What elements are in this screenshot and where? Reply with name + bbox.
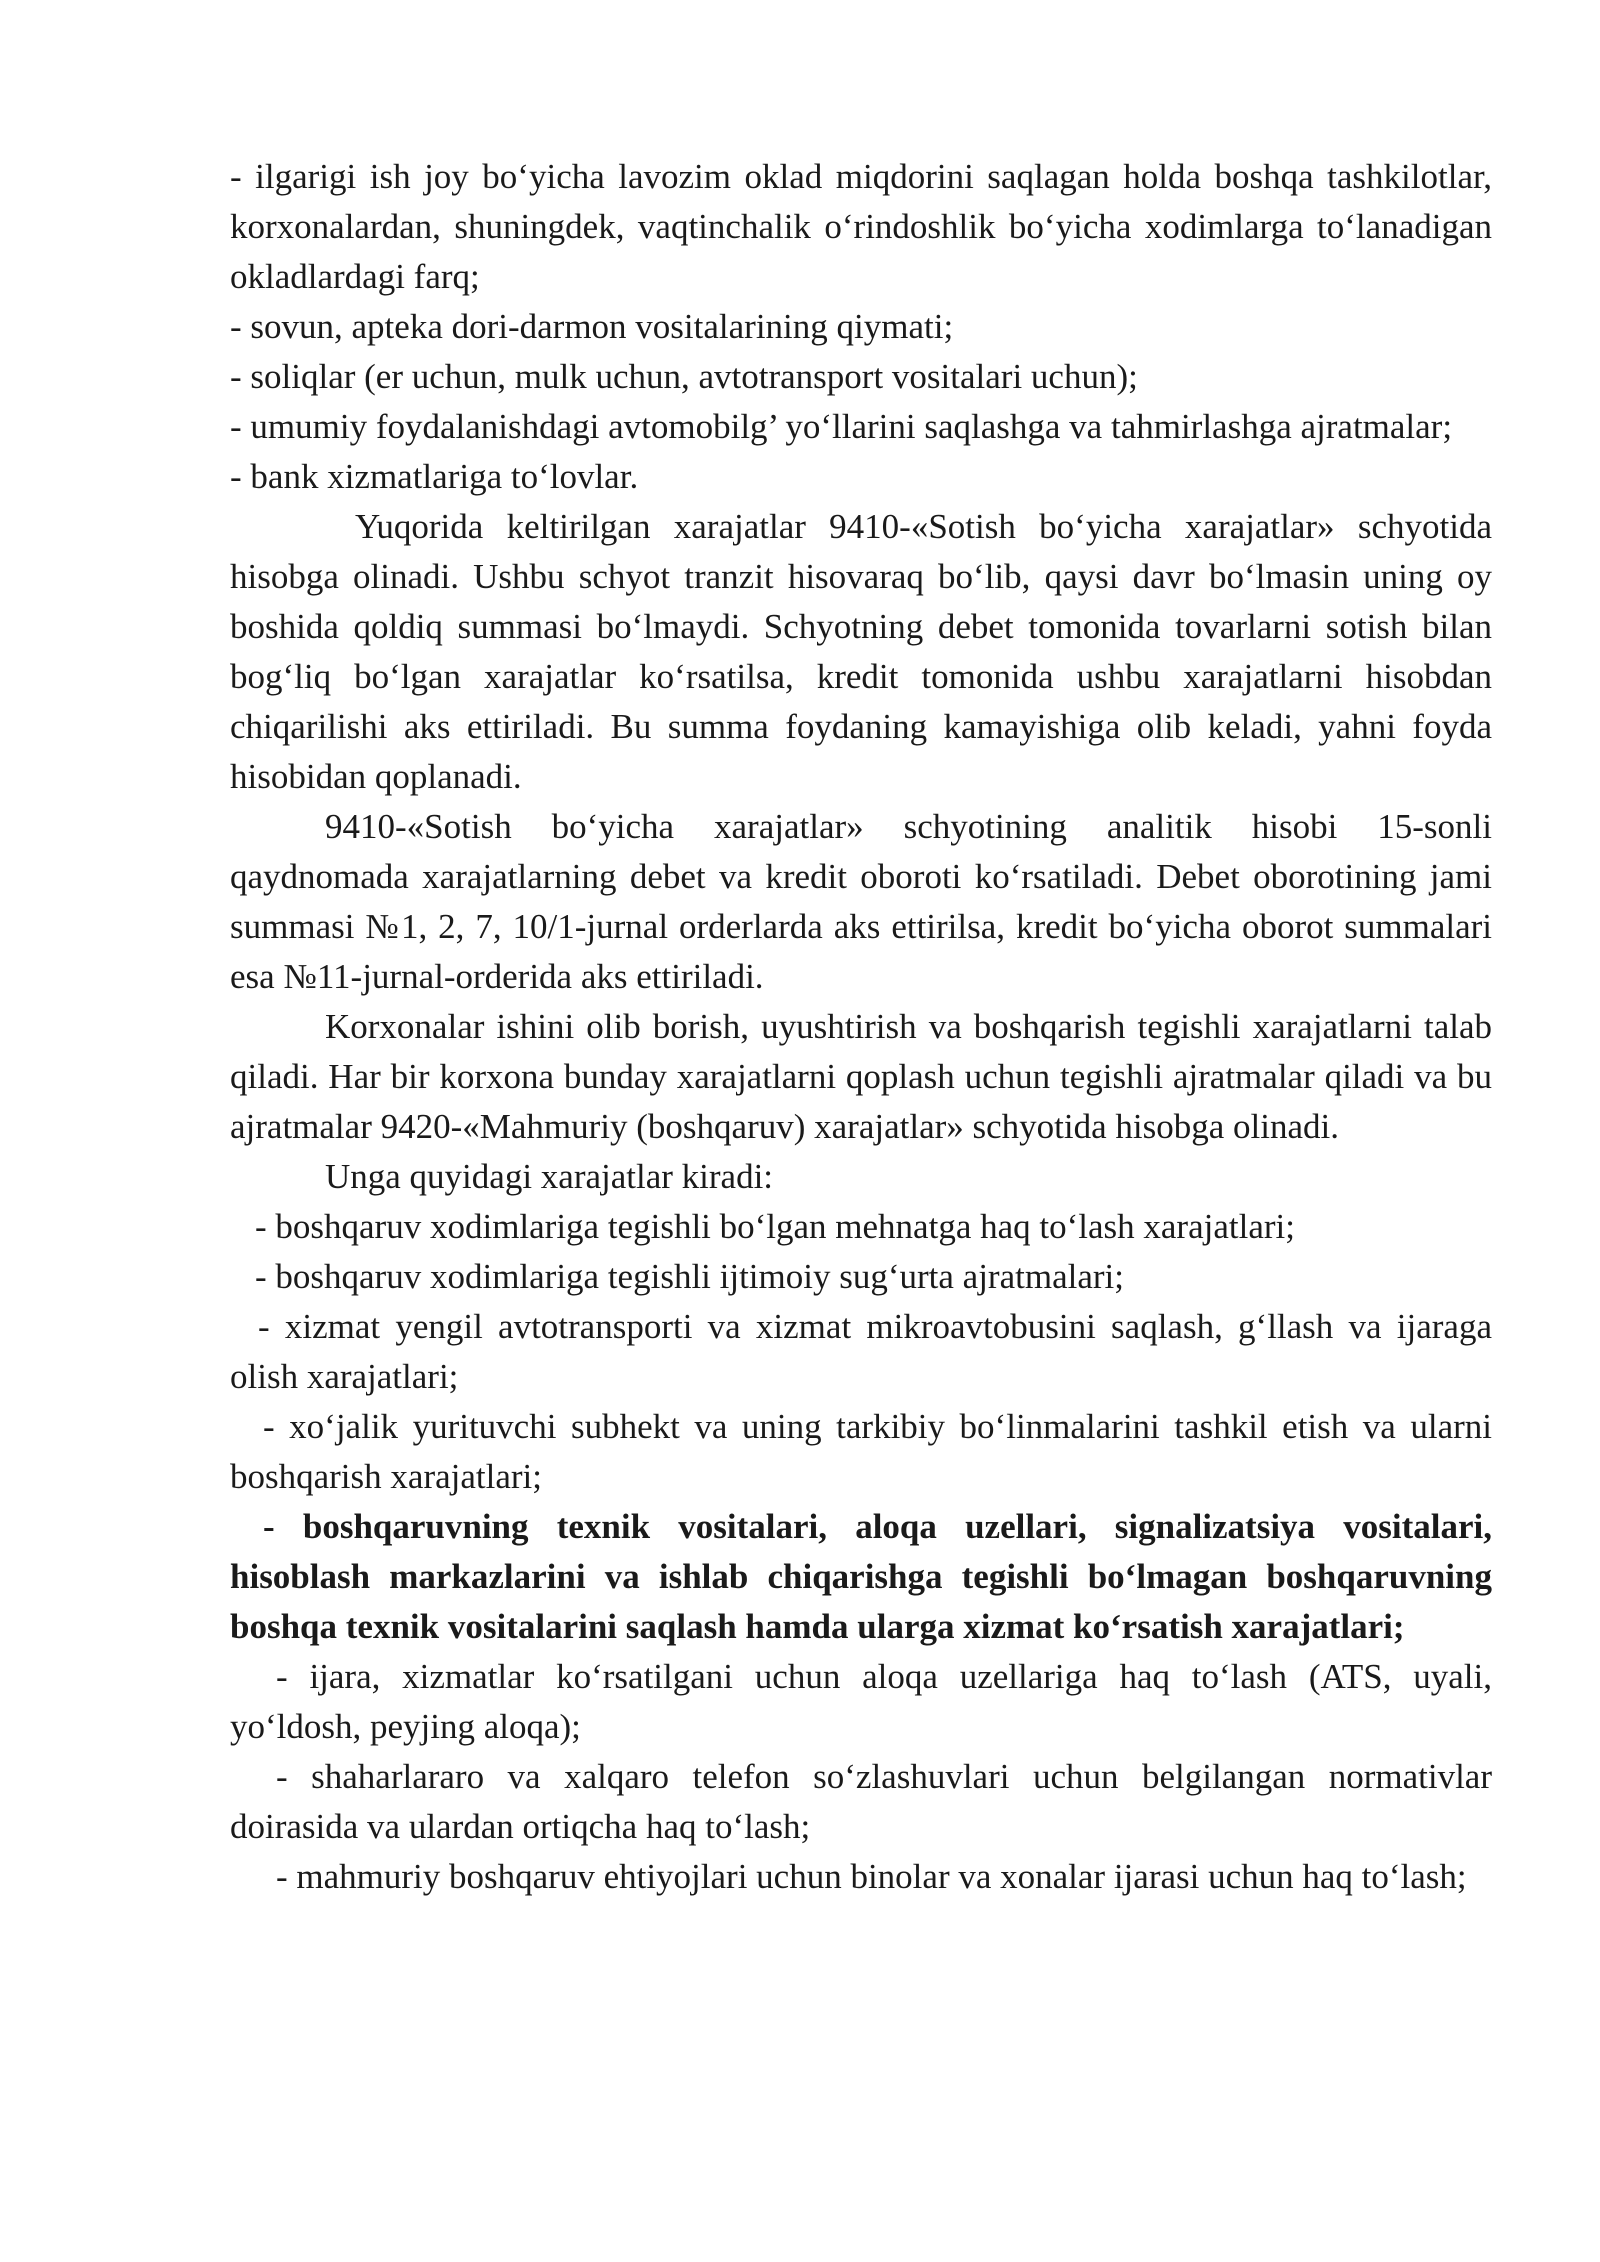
list-item-6: - ijara, xizmatlar ko‘rsatilgani uchun aloqa uzellariga haq to‘lash (ATS, uyali, yo‘ldosh, peyjing aloqa); [230, 1657, 1492, 1746]
list-item-3: - xizmat yengil avtotransporti va xizmat mikroavtobusini saqlash, g‘llash va ijaraga olish xarajatlari; [230, 1307, 1492, 1396]
list-item-8: - mahmuriy boshqaruv ehtiyojlari uchun binolar va xonalar ijarasi uchun haq to‘lash; [276, 1857, 1467, 1896]
list-item-7: - shaharlararo va xalqaro telefon so‘zlashuvlari uchun belgilangan normativlar doirasida va ulardan ortiqcha haq to‘lash; [230, 1757, 1492, 1846]
paragraph-1: - ilgarigi ish joy bo‘yicha lavozim oklad miqdorini saqlagan holda boshqa tashkilotlar, korxonalardan, shuningdek, vaqtinchalik o‘rindoshlik bo‘yicha xodimlarga to‘lanadigan okladlardagi farq; [230, 157, 1492, 296]
list-item-1: - boshqaruv xodimlariga tegishli bo‘lgan mehnatga haq to‘lash xarajatlari; [255, 1207, 1295, 1246]
paragraph-2: - sovun, apteka dori-darmon vositalarining qiymati; [230, 307, 954, 346]
paragraph-7: 9410-«Sotish bo‘yicha xarajatlar» schyotining analitik hisobi 15-sonli qaydnomada xarajatlarning debet va kredit oboroti ko‘rsatiladi. Debet oborotining jami summasi №1, 2, 7, 10/1-jurnal orderlarda aks ettirilsa, kredit bo‘yicha oborot summalari esa №11-jurnal-orderida aks ettiriladi. [230, 807, 1492, 996]
list-item-4: - xo‘jalik yurituvchi subhekt va uning tarkibiy bo‘linmalarini tashkil etish va ularni boshqarish xarajatlari; [230, 1407, 1492, 1496]
paragraph-3: - soliqlar (er uchun, mulk uchun, avtotransport vositalari uchun); [230, 357, 1138, 396]
paragraph-5: - bank xizmatlariga to‘lovlar. [230, 457, 639, 496]
list-item-2: - boshqaruv xodimlariga tegishli ijtimoiy sug‘urta ajratmalari; [255, 1257, 1124, 1296]
paragraph-4: - umumiy foydalanishdagi avtomobilg’ yo‘llarini saqlashga va tahmirlashga ajratmalar; [230, 407, 1453, 446]
list-item-5-bold: - boshqaruvning texnik vositalari, aloqa uzellari, signalizatsiya vositalari, hisoblash markazlarini va ishlab chiqarishga tegishli bo‘lmagan boshqaruvning boshqa texnik vositalarini saqlash hamda ularga xizmat ko‘rsatish xarajatlari; [230, 1507, 1492, 1646]
paragraph-9: Unga quyidagi xarajatlar kiradi: [325, 1157, 774, 1196]
document-page [230, 152, 1492, 1902]
paragraph-8: Korxonalar ishini olib borish, uyushtirish va boshqarish tegishli xarajatlarni talab qiladi. Har bir korxona bunday xarajatlarni qoplash uchun tegishli ajratmalar qiladi va bu ajratmalar 9420-«Mahmuriy (boshqaruv) xarajatlar» schyotida hisobga olinadi. [230, 1007, 1492, 1146]
paragraph-6: Yuqorida keltirilgan xarajatlar 9410-«Sotish bo‘yicha xarajatlar» schyotida hisobga olinadi. Ushbu schyot tranzit hisovaraq bo‘lib, qaysi davr bo‘lmasin uning oy boshida qoldiq summasi bo‘lmaydi. Schyotning debet tomonida tovarlarni sotish bilan bog‘liq bo‘lgan xarajatlar ko‘rsatilsa, kredit tomonida ushbu xarajatlarni hisobdan chiqarilishi aks ettiriladi. Bu summa foydaning kamayishiga olib keladi, yahni foyda hisobidan qoplanadi. [230, 507, 1492, 796]
